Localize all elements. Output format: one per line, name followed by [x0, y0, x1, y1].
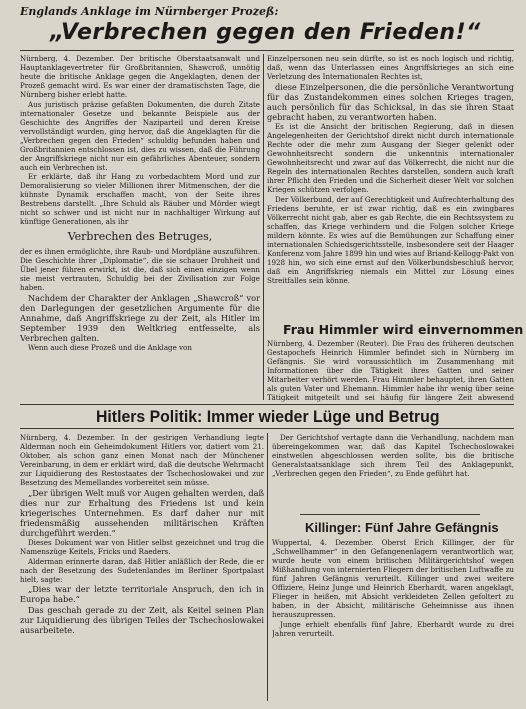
- top-rule: [20, 50, 514, 51]
- paragraph: Dieses Dokument war von Hitler selbst gezeichnet und trug die Namenszüge Keitels, Fricks und Raeders.: [20, 538, 264, 556]
- paragraph: Der Völkerbund, der auf Gerechtigkeit und Aufrechterhaltung des Friedens beruhte, er ist zwar richtig, daß es ein zwingbares Völkerrecht nicht gab, aber es gab Rechte, die ein Rechtssystem zu schaffen, das Kriege verhindern und die Folgen solcher Kriege mildern könnte. Es wies auf die Bemühungen zur Schaffung einer internationalen Schiedsgerichtsstelle, insbesondere seit der Haager Konferenz vom Jahre 1899 hin und wies auf Briand-Kellogg-Pakt von 1928 hin, wo sich eine ernst auf den Völkerbundsbeschluß hervor, daß ein Angriffskrieg niemals ein Mittel zur Lösung eines Streitfalles sein könne.: [267, 194, 514, 285]
- paragraph: Junge erhielt ebenfalls fünf Jahre, Eberhardt wurde zu drei Jahren verurteilt.: [272, 619, 514, 638]
- paragraph: Nürnberg, 4. Dezember. Der britische Oberstaatsanwalt und Hauptanklagevertreter für Großbritannien, Shawcroß, unnötig heute die britische Anklage gegen die Angeklagten, denen der Prozeß gemacht wird. Es war einer der dramatischsten Tage, die Nürnberg bisher erlebt hatte.: [20, 54, 260, 99]
- killinger-article: [272, 538, 514, 702]
- paragraph: Es ist die Ansicht der britischen Regierung, daß in diesen Angelegenheiten der Gerichtshof direkt nicht durch internationale Rechte oder die mehr zum Ausgang der Sieger gelenkt oder Gewohnheitsrecht sondern die unkenntnis internationaler Gewohnheitsrecht und zwar auf das Völkerrecht, die nicht nur die Regeln des internationalen Rechtes darstellen, sondern auch kraft ihrer Pflicht den Frieden und die Sicherheit dieser Welt vor solchen Kriegen schützen verfolgen.: [267, 122, 514, 194]
- article-col-3: [20, 433, 264, 701]
- article-col-4: [272, 433, 514, 511]
- banner-rule-bottom: [20, 428, 514, 429]
- paragraph: Wenn auch diese Prozeß und die Anklage von: [28, 343, 192, 352]
- paragraph: der es ihnen ermöglichte, ihre Raub- und Mordpläne auszuführen. Die Geschichte ihrer „Diplomatie“, die sie schauer Drohheit und Übel jener führen erwirkt, ist die, daß sich einen einzigen wenn sie meist vertrauten, Schuldig bei der Zivilisation zur Folge haben.: [20, 247, 260, 292]
- paragraph: Wuppertal, 4. Dezember. Oberst Erich Killinger, der für „Schwellhammer“ in den Gefangenenlagern verantwortlich war, wurde heute von einem britischen Militärgerichtshof wegen Mißhandlung von internierten Fliegern der britischen Luftwaffe zu fünf Jahren Gefängnis verurteilt. Killinger und zwei weitere Offiziere, Heinz Junge und Heinrich Eberhardt, waren angeklagt, Flieger in heißen, mit Absicht verkleideten Zellen gefoltert zu haben, in der Absicht, militärische Geheimnisse aus ihnen herauszupressen.: [272, 538, 514, 619]
- himmler-title: Frau Himmler wird einvernommen: [283, 322, 524, 337]
- kicker: Englands Anklage im Nürnberger Prozeß:: [20, 5, 279, 18]
- paragraph: Nürnberg, 4. Dezember. In der gestrigen Verhandlung legte Alderman noch ein Geheimdokument Hitlers vor, datiert vom 21. Oktober, als schon ganz einen Monat nach der Münchener Vereinbarung, in dem er erklärt wird, daß die deutsche Wehrmacht zur Liquidierung des Restostaates der Tschechoslowakei und zur Besetzung des Memellandes vorbereitet sein müsse.: [20, 433, 264, 487]
- banner-rule: [20, 404, 514, 405]
- paragraph: Aus juristisch präzise gefaßten Dokumenten, die durch Zitate internationaler Gesetze und bekannte Beispiele aus der Geschichte des Angriffes der Naziparteil und deren Kreise vervollständigt wurden, ging hervor, daß die Angeklagten für die „Verbrechen gegen den Frieden“ schuldig befunden haben und Großbritannien entschlossen ist, dies zu wissen, daß die Führung der Angriffskriege nicht nur ein gefährliches Abenteuer, sondern auch ein Verbrechen ist.: [20, 99, 260, 172]
- paragraph: Nürnberg, 4. Dezember (Reuter). Die Frau des früheren deutschen Gestapochefs Heinrich Himmler befindet sich in Nürnberg im Gefängnis. Sie wird voraussichtlich im Zusammenhang mit Informationen über die Tätigkeit ihres Gatten und seiner Mitarbeiter verhört werden. Frau Himmler behauptet, ihren Gatten als guten Vater und Ehemann. Himmler habe ihr wenig über seine Tätigkeit mitgeteilt und sei häufig für längere Zeit abwesend: [267, 339, 514, 402]
- paragraph: Alderman erinnerte daran, daß Hitler anläßlich der Rede, die er nach der Besetzung des Sudetenlandes im Berliner Sportpalast hielt, sagte:: [20, 556, 264, 584]
- paragraph: „Der übrigen Welt muß vor Augen gehalten werden, daß dies nur zur Erhaltung des Friedens ist und kein kriegerisches Unternehmen. Es darf daher nur mit friedensmäßig aussehenden militärischen Kräften durchgeführt werden.“: [20, 487, 264, 538]
- column-rule: [263, 54, 264, 400]
- headline: „Verbrechen gegen den Frieden!“: [50, 20, 481, 45]
- separator: [300, 514, 480, 515]
- killinger-title: Killinger: Fünf Jahre Gefängnis: [305, 520, 499, 535]
- paragraph: Einzelpersonen neu sein dürfte, so ist es noch logisch und richtig, daß, wenn das Unterlassen eines Angriffskrieges an sich eine Verletzung des Internationalen Rechtes ist,: [267, 54, 514, 81]
- subheading: Verbrechen des Betruges,: [67, 230, 213, 243]
- article-col-2: [267, 54, 514, 318]
- himmler-article: [267, 339, 514, 403]
- paragraph: Er erklärte, daß ihr Hang zu vorbedachtem Mord und zur Demoralisierung so vieler Millionen ihrer Mitmenschen, der die kühnste Dynamik erschaffen macht, von der Seite ihres Bestrebens darstellt. „Ihre Schuld als Räuber und Mörder wiegt nicht so schwer und ist nicht nur in nachhaltiger Wirkung auf künftige Generationen, als ihr: [20, 172, 260, 226]
- paragraph: „Dies war der letzte territoriale Anspruch, den ich in Europa habe.“: [20, 584, 264, 604]
- paragraph: Nachdem der Charakter der Anklagen „Shawcroß“ vor den Darlegungen der gesetzlichen Argumente für die Annahme, daß Angriffskriege zu der Zeit, als Hitler im September 1939 den Weltkrieg entfesselte, als Verbrechen galten.: [20, 292, 260, 343]
- paragraph: Das geschah gerade zu der Zeit, als Keitel seinen Plan zur Liquidierung des übrigen Teiles der Tschechoslowakei ausarbeitete.: [20, 604, 264, 635]
- banner-headline: Hitlers Politik: Immer wieder Lüge und Betrug: [96, 407, 440, 426]
- paragraph: diese Einzelpersonen, die die persönliche Verantwortung für das Zustandekommen eines solchen Krieges tragen, auch persönlich für das Schicksal, in das sie ihren Staat gebracht haben, zu verantworten haben.: [267, 81, 514, 122]
- column-rule-bottom: [267, 433, 268, 701]
- article-col-1: [20, 54, 260, 410]
- paragraph: Der Gerichtshof vertagte dann die Verhandlung, nachdem man übereingekommen war, daß das Kapitel Tschechoslowakei einstweilen abgeschlossen werden sollte, bis die britische Generalstaatsanklage sich ihrem Teil des Anklagepunkt, „Verbrechen gegen den Frieden“, zu Ende geführt hat.: [272, 433, 514, 478]
